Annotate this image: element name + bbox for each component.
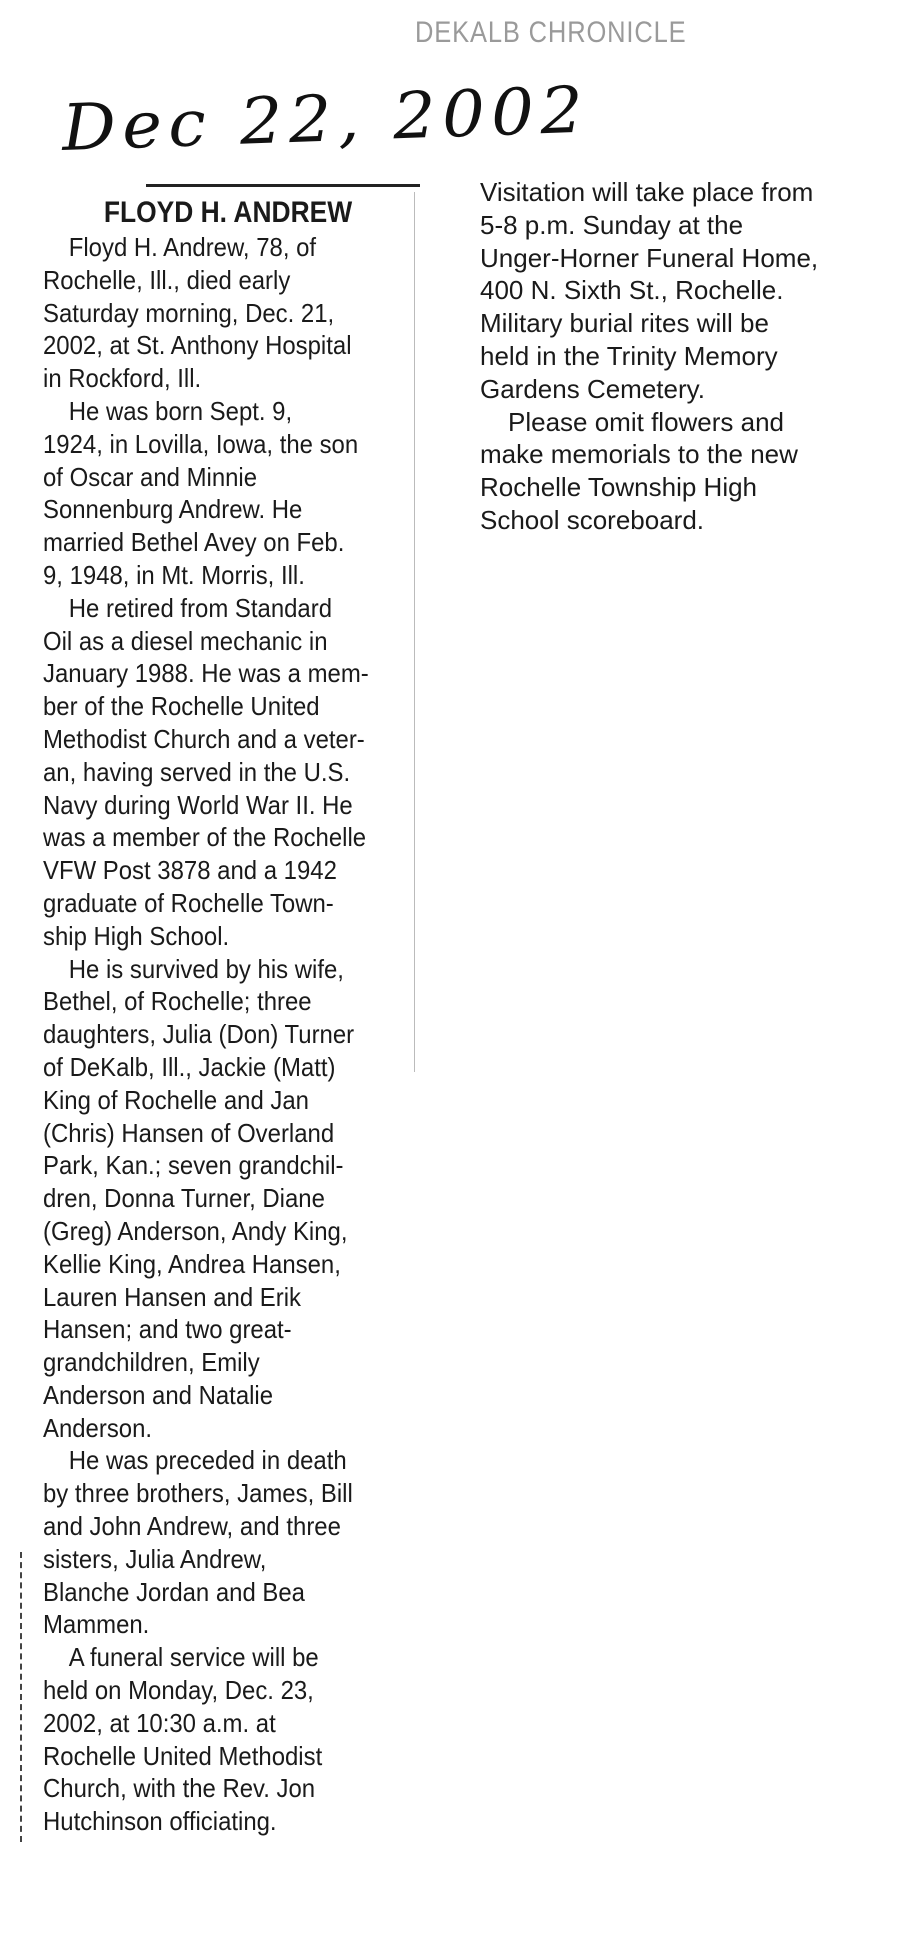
text-line: He was born Sept. 9,	[68, 395, 293, 426]
text-line: Church, with the Rev. Jon	[43, 1773, 316, 1804]
text-line: Please omit flowers and	[508, 406, 785, 437]
text-line: Sonnenburg Andrew. He	[43, 494, 303, 525]
text-line: 9, 1948, in Mt. Morris, Ill.	[43, 559, 305, 590]
text-line: Floyd H. Andrew, 78, of	[68, 232, 317, 262]
text-line: He retired from Standard	[68, 592, 333, 623]
text-line: Rochelle, Ill., died early	[43, 264, 291, 295]
text-line: Hutchinson officiating.	[43, 1806, 277, 1837]
text-line: married Bethel Avey on Feb.	[43, 527, 345, 558]
text-line: VFW Post 3878 and a 1942	[43, 855, 337, 886]
header-rule	[146, 184, 420, 187]
text-line: He is survived by his wife,	[68, 953, 344, 984]
text-line: dren, Donna Turner, Diane	[43, 1183, 325, 1214]
text-line: ber of the Rochelle United	[43, 691, 320, 722]
text-line: Oil as a diesel mechanic in	[43, 625, 328, 656]
text-line: make memorials to the new	[480, 439, 798, 470]
newspaper-stamp: DEKALB CHRONICLE	[415, 16, 687, 49]
text-line: grandchildren, Emily	[43, 1347, 260, 1378]
text-line: 2002, at 10:30 a.m. at	[43, 1707, 276, 1738]
right-column	[480, 176, 818, 537]
text-line: January 1988. He was a mem-	[43, 658, 369, 689]
text-line: 2002, at St. Anthony Hospital	[43, 330, 352, 361]
obituary-title: FLOYD H. ANDREW	[103, 196, 353, 229]
text-line: Unger-Horner Funeral Home,	[480, 242, 819, 273]
text-line: 1924, in Lovilla, Iowa, the son	[43, 428, 359, 459]
text-line: Hansen; and two great-	[43, 1314, 292, 1345]
text-line: School scoreboard.	[480, 504, 705, 535]
text-line: Anderson and Natalie	[43, 1379, 274, 1410]
text-line: of DeKalb, Ill., Jackie (Matt)	[43, 1051, 336, 1082]
text-line: Visitation will take place from	[480, 177, 814, 207]
text-line: held on Monday, Dec. 23,	[43, 1675, 314, 1706]
text-line: (Greg) Anderson, Andy King,	[43, 1215, 348, 1246]
text-line: graduate of Rochelle Town-	[43, 887, 334, 918]
text-line: Anderson.	[43, 1412, 153, 1443]
text-line: Saturday morning, Dec. 21,	[43, 297, 335, 328]
text-line: sisters, Julia Andrew,	[43, 1543, 267, 1574]
text-line: an, having served in the U.S.	[43, 756, 351, 787]
text-line: and John Andrew, and three	[43, 1511, 341, 1542]
text-line: Mammen.	[43, 1609, 150, 1640]
text-line: King of Rochelle and Jan	[43, 1084, 309, 1115]
text-line: A funeral service will be	[68, 1642, 319, 1673]
text-line: held in the Trinity Memory	[480, 340, 778, 371]
text-line: Gardens Cemetery.	[480, 373, 705, 404]
text-line: of Oscar and Minnie	[43, 461, 258, 492]
text-line: Kellie King, Andrea Hansen,	[43, 1248, 341, 1279]
text-line: Methodist Church and a veter-	[43, 723, 365, 754]
text-line: He was preceded in death	[68, 1445, 347, 1476]
text-line: daughters, Julia (Don) Turner	[43, 1019, 355, 1050]
column-divider	[414, 192, 415, 1072]
text-line: 5-8 p.m. Sunday at the	[480, 209, 744, 240]
text-line: 400 N. Sixth St., Rochelle.	[480, 275, 784, 306]
text-line: (Chris) Hansen of Overland	[43, 1117, 335, 1148]
text-line: by three brothers, James, Bill	[43, 1478, 353, 1509]
text-line: Navy during World War II. He	[43, 789, 353, 820]
handwritten-date: Dec 22, 2002	[60, 73, 591, 166]
text-line: ship High School.	[43, 920, 230, 951]
text-line: was a member of the Rochelle	[43, 822, 367, 853]
text-line: Rochelle Township High	[480, 472, 758, 503]
text-line: Blanche Jordan and Bea	[43, 1576, 305, 1607]
text-line: Bethel, of Rochelle; three	[43, 986, 312, 1017]
clipping-cut-marks	[20, 1552, 22, 1842]
text-line: Park, Kan.; seven grandchil-	[43, 1150, 344, 1181]
text-line: Lauren Hansen and Erik	[43, 1281, 301, 1312]
text-line: in Rockford, Ill.	[43, 363, 202, 394]
text-line: Rochelle United Methodist	[43, 1740, 323, 1771]
text-line: Military burial rites will be	[480, 308, 769, 339]
left-column	[43, 231, 369, 1838]
